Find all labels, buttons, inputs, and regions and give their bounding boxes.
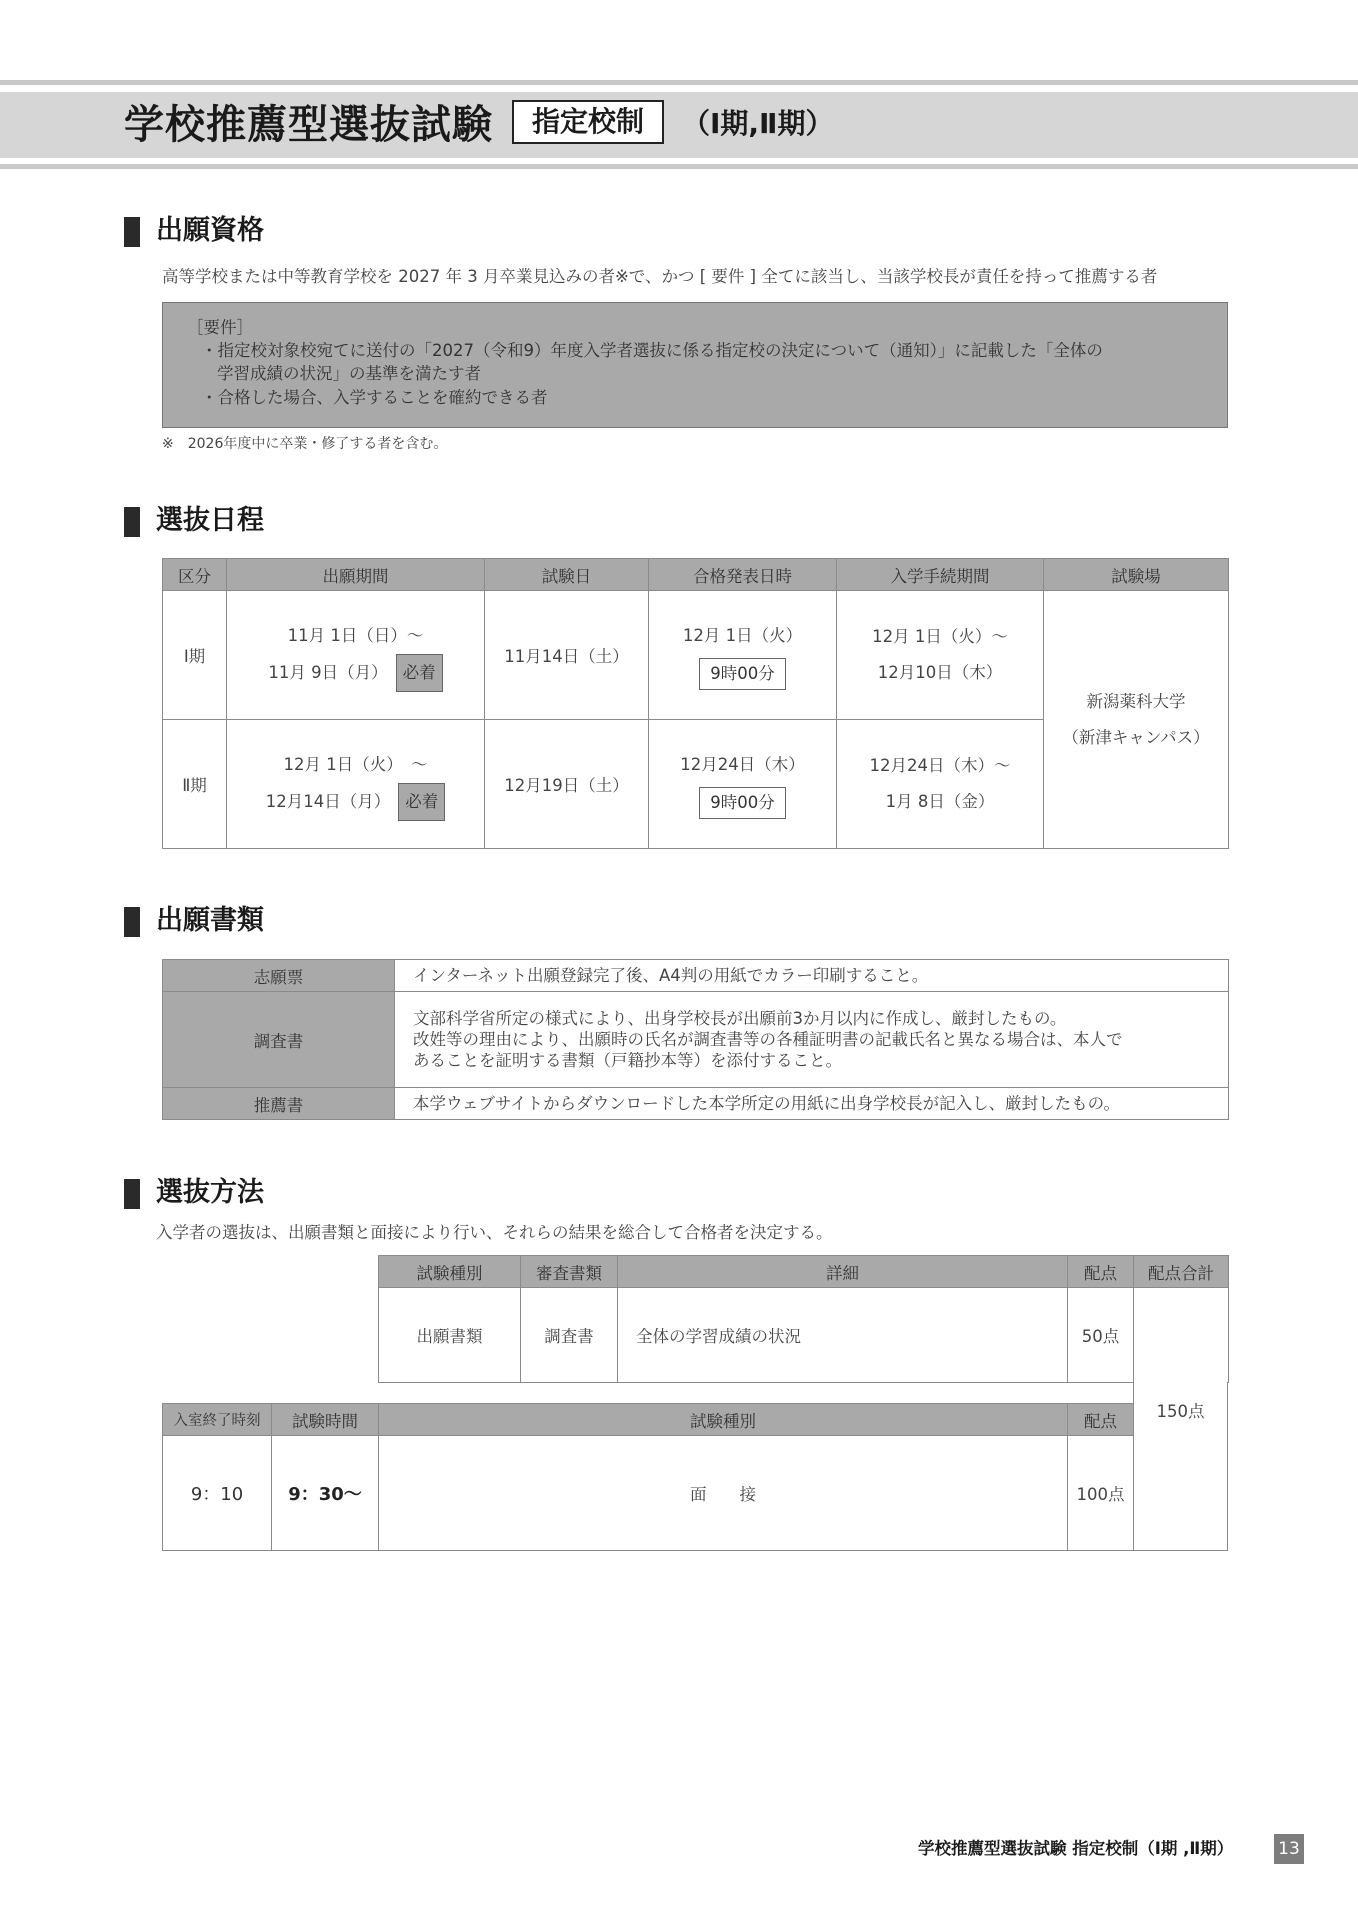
col-header-result-date: 合格発表日時	[649, 559, 837, 591]
col-header-term: 区分	[163, 559, 227, 591]
procedure-start: 12月24日（木）～	[869, 756, 1011, 775]
documents-table	[162, 959, 1229, 1120]
doc-desc	[395, 960, 1229, 992]
col-header-review-doc: 審査書類	[521, 1256, 618, 1288]
doc-desc	[395, 1088, 1229, 1120]
doc-desc-line: 本学ウェブサイトからダウンロードした本学所定の用紙に出身学校長が記入し、厳封したもの。	[413, 1094, 1121, 1113]
section-marker	[124, 1179, 140, 1209]
result-date-cell	[649, 720, 837, 849]
section-title-schedule: 選抜日程	[156, 505, 264, 536]
score-cell: 50点	[1068, 1288, 1134, 1383]
page-number: 13	[1274, 1834, 1304, 1864]
result-date-cell	[649, 591, 837, 720]
footer-title: 学校推薦型選抜試験 指定校制（Ⅰ期 ,Ⅱ期）	[918, 1839, 1234, 1858]
table-row	[163, 960, 1229, 992]
procedure-end: 12月10日（木）	[877, 663, 1003, 682]
entry-time-cell: 9：10	[163, 1436, 272, 1551]
exam-type-cell: 出願書類	[379, 1288, 521, 1383]
col-header-total: 配点合計	[1134, 1256, 1229, 1288]
procedure-period-cell	[837, 720, 1044, 849]
result-time-badge: 9時00分	[699, 787, 786, 819]
requirement-item-cont: 学習成績の状況」の基準を満たす者	[217, 364, 481, 383]
venue-cell	[1044, 591, 1229, 849]
table-row	[163, 992, 1229, 1088]
title-boxed-label: 指定校制	[512, 100, 664, 144]
col-header-detail: 詳細	[618, 1256, 1068, 1288]
doc-name-application-form: 志願票	[163, 960, 395, 992]
apply-start: 12月 1日（火） ～	[283, 755, 428, 774]
section-title-method: 選抜方法	[156, 1177, 264, 1208]
term-cell: Ⅰ期	[163, 591, 227, 720]
doc-name-transcript: 調査書	[163, 992, 395, 1088]
col-header-exam-type: 試験種別	[379, 1256, 521, 1288]
header-top-rule	[0, 80, 1358, 85]
col-header-apply-period: 出願期間	[227, 559, 485, 591]
schedule-table	[162, 558, 1229, 849]
venue-name: 新潟薬科大学	[1086, 691, 1186, 711]
doc-desc-line: あることを証明する書類（戸籍抄本等）を添付すること。	[413, 1051, 842, 1070]
doc-desc-line: インターネット出願登録完了後、A4判の用紙でカラー印刷すること。	[413, 966, 929, 985]
title-period: （Ⅰ期,Ⅱ期）	[682, 107, 834, 140]
requirements-box	[162, 302, 1228, 428]
exam-date-cell: 11月14日（土）	[485, 591, 649, 720]
result-time-badge: 9時00分	[699, 658, 786, 690]
detail-cell: 全体の学習成績の状況	[618, 1288, 1068, 1383]
procedure-end: 1月 8日（金）	[885, 792, 995, 811]
section-marker	[124, 507, 140, 537]
exam-time-cell: 9：30～	[272, 1436, 379, 1551]
method-table-interview	[162, 1403, 1134, 1551]
section-title-documents: 出願書類	[156, 905, 264, 936]
table-row	[163, 1088, 1229, 1120]
doc-desc-line: 文部科学省所定の様式により、出身学校長が出願前3か月以内に作成し、厳封したもの。	[413, 1009, 1067, 1028]
page-title: 学校推薦型選抜試験	[124, 102, 493, 148]
procedure-start: 12月 1日（火）～	[872, 627, 1008, 646]
method-table-documents	[378, 1255, 1229, 1383]
apply-end: 12月14日（月）	[265, 792, 391, 811]
exam-date-cell: 12月19日（土）	[485, 720, 649, 849]
method-text: 入学者の選抜は、出願書類と面接により行い、それらの結果を総合して合格者を決定する。	[156, 1223, 833, 1242]
requirement-item: ・合格した場合、入学することを確約できる者	[201, 388, 548, 407]
col-header-exam-date: 試験日	[485, 559, 649, 591]
score-cell: 100点	[1068, 1436, 1134, 1551]
qualification-note: ※ 2026年度中に卒業・修了する者を含む。	[162, 436, 448, 452]
requirement-item: ・指定校対象校宛てに送付の「2027（令和9）年度入学者選抜に係る指定校の決定について（通知）」に記載した「全体の	[201, 341, 1103, 360]
total-cell-top	[1134, 1288, 1229, 1383]
doc-desc	[395, 992, 1229, 1088]
doc-name-recommendation: 推薦書	[163, 1088, 395, 1120]
apply-period-cell	[227, 720, 485, 849]
apply-end: 11月 9日（月）	[268, 663, 388, 682]
procedure-period-cell	[837, 591, 1044, 720]
term-cell: Ⅱ期	[163, 720, 227, 849]
section-title-qualification: 出願資格	[156, 215, 264, 246]
must-arrive-badge: 必着	[398, 783, 445, 821]
requirements-label: ［要件］	[187, 318, 253, 337]
doc-desc-line: 改姓等の理由により、出願時の氏名が調査書等の各種証明書の記載氏名と異なる場合は、本人で	[413, 1030, 1123, 1049]
table-row	[379, 1288, 1229, 1383]
col-header-score: 配点	[1068, 1404, 1134, 1436]
total-score: 150点	[1156, 1402, 1205, 1421]
table-row	[163, 1436, 1134, 1551]
section-marker	[124, 217, 140, 247]
col-header-entry-time: 入室終了時刻	[163, 1404, 272, 1436]
result-date: 12月24日（木）	[680, 755, 805, 774]
header-bottom-rule	[0, 164, 1358, 169]
qualification-text: 高等学校または中等教育学校を 2027 年 3 月卒業見込みの者※で、かつ [ 要件 ] 全てに該当し、当該学校長が責任を持って推薦する者	[162, 267, 1158, 286]
col-header-exam-time: 試験時間	[272, 1404, 379, 1436]
result-date: 12月 1日（火）	[682, 626, 803, 645]
col-header-procedure-period: 入学手続期間	[837, 559, 1044, 591]
table-row	[163, 591, 1229, 720]
col-header-venue: 試験場	[1044, 559, 1229, 591]
review-doc-cell: 調査書	[521, 1288, 618, 1383]
exam-type-cell: 面 接	[379, 1436, 1068, 1551]
col-header-exam-type: 試験種別	[379, 1404, 1068, 1436]
must-arrive-badge: 必着	[396, 654, 443, 692]
col-header-score: 配点	[1068, 1256, 1134, 1288]
venue-campus: （新津キャンパス）	[1062, 727, 1210, 747]
apply-period-cell	[227, 591, 485, 720]
apply-start: 11月 1日（日）～	[287, 626, 424, 645]
section-marker	[124, 907, 140, 937]
